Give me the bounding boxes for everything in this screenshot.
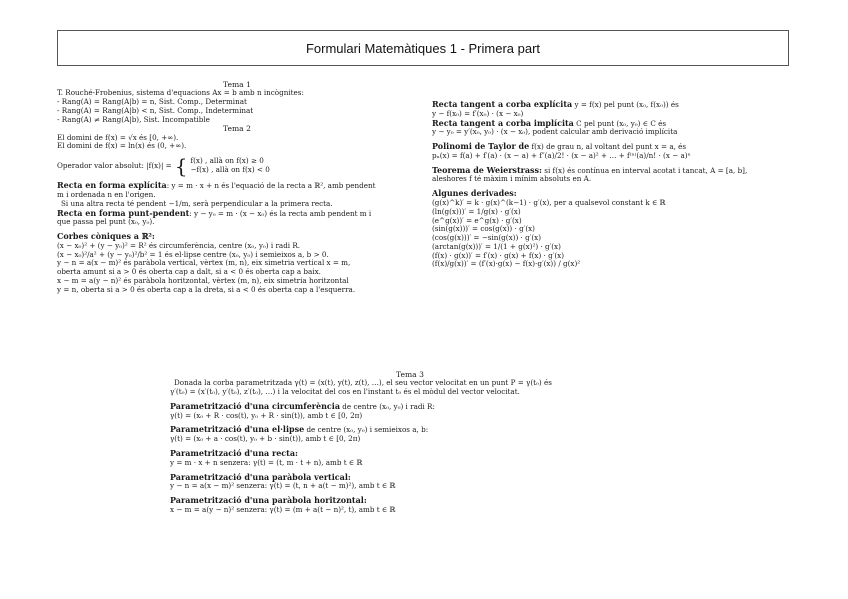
tangent-explicit-text: y = f(x) pel punt (x₀, f(x₀)) és (572, 100, 679, 109)
tema1-line: - Rang(A) = Rang(A|b) < n, Sist. Comp., Indeterminat (57, 105, 254, 115)
tangent-implicit-formula: y − y₀ = y′(x₀, y₀) · (x − x₀), podent calcular amb derivació implícita (432, 127, 678, 137)
abs-case-negative: −f(x) , allà on f(x) < 0 (190, 165, 270, 175)
tema1-line: - Rang(A) ≠ Rang(A|b), Sist. Incompatible (57, 114, 210, 124)
tangent-explicit-formula: y − f(x₀) = f′(x₀) · (x − x₀) (432, 108, 524, 118)
tema3-intro: γ′(t₀) = (x′(t₀), y′(t₀), z′(t₀), …) i la velocitat del cos en l'instant t₀ és el mòdul del vector velocitat. (170, 387, 520, 397)
conic-horizontal-parabola-2: y = n, oberta si a > 0 és oberta cap a la dreta, si a < 0 és oberta cap a l'esquerra. (57, 284, 356, 294)
explicit-line-text: : y = m · x + n és l'equació de la recta a ℝ², amb pendent (166, 181, 376, 191)
conic-vertical-parabola-2: oberta amunt si a > 0 és oberta cap a dalt, si a < 0 és oberta cap a baix. (57, 267, 321, 277)
weierstrass-text: si f(x) és contínua en interval acotat i tancat, A = [a, b], (542, 165, 748, 175)
explicit-line-title: Recta en forma explícita (57, 180, 167, 191)
abs-value-definition (57, 154, 417, 179)
left-column (57, 80, 417, 295)
param-vparabola-title: Parametrització d'una paràbola vertical: (170, 471, 351, 482)
abs-label: Operador valor absolut: |f(x)| = (57, 160, 172, 170)
page-title: Formulari Matemàtiques 1 - Primera part (305, 40, 541, 56)
conics-title: Corbes còniques a ℝ²: (57, 231, 155, 242)
right-column (432, 100, 812, 269)
conic-vertical-parabola: y − n = a(x − m)² és paràbola vertical, vèrtex (m, n), eix simetria vertical x = m, (57, 258, 351, 268)
abs-case-positive: f(x) , allà on f(x) ≥ 0 (190, 156, 264, 166)
param-line-formula: y = m · x + n senzera: γ(t) = (t, m · t + n), amb t ∈ ℝ (170, 457, 363, 467)
title-box (57, 30, 789, 66)
tema1-heading: Tema 1 (223, 80, 251, 89)
derivative-arctan: (arctan(g(x)))′ = 1/(1 + g(x)²) · g′(x) (432, 241, 561, 251)
point-slope-title: Recta en forma punt-pendent (57, 207, 190, 218)
derivative-quotient: (f(x)/g(x))′ = (f′(x)·g(x) − f(x)·g′(x)) / g(x)² (432, 259, 581, 269)
tangent-implicit-title: Recta tangent a corba implícita (432, 117, 574, 128)
param-circle-formula: γ(t) = (x₀ + R · cos(t), y₀ + R · sin(t)), amb t ∈ [0, 2π) (170, 410, 363, 420)
param-circle-title: Parametrització d'una circumferència (170, 400, 341, 411)
tangent-explicit-title: Recta tangent a corba explícita (432, 99, 573, 109)
tema1-line: - Rang(A) = Rang(A|b) = n, Sist. Comp., Determinat (57, 97, 247, 107)
tangent-implicit-text: C pel punt (x₀, y₀) ∈ C és (573, 118, 667, 128)
param-hparabola-formula: x − m = a(y − n)² senzera: γ(t) = (m + a(t − n)², t), amb t ∈ ℝ (170, 504, 396, 514)
tema2-heading: Tema 2 (223, 124, 251, 134)
point-slope-text: : y − y₀ = m · (x − x₀) és la recta amb pendent m i (189, 208, 372, 218)
derivative-product: (f(x) · g(x))′ = f′(x) · g(x) + f(x) · g′(x) (432, 250, 565, 260)
taylor-text: f(x) de grau n, al voltant del punt x = a, és (529, 142, 687, 152)
explicit-line-text2: m i ordenada n en l'origen. (57, 189, 156, 199)
derivative-exp: (e^g(x))′ = e^g(x) · g′(x) (432, 215, 522, 225)
taylor-formula: pₙ(x) = f(a) + f′(a) · (x − a) + f″(a)/2! · (x − a)² + … + f⁽ⁿ⁾(a)/n! · (x − a)ⁿ (432, 150, 691, 160)
weierstrass-title: Teorema de Weierstrass: (432, 164, 542, 175)
tema3-heading: Tema 3 (396, 370, 424, 379)
param-hparabola-title: Parametrització d'una paràbola horitzontal: (170, 495, 367, 506)
tema3-section (170, 370, 650, 515)
derivatives-title: Algunes derivades: (432, 188, 517, 199)
param-ellipse-formula: γ(t) = (x₀ + a · cos(t), y₀ + b · sin(t)), amb t ∈ [0, 2π) (170, 434, 361, 444)
weierstrass-text2: aleshores f té màxim i mínim absoluts en A. (432, 174, 592, 184)
param-ellipse-text: de centre (x₀, y₀) i semieixos a, b: (304, 425, 429, 435)
param-line-title: Parametrització d'una recta: (170, 447, 298, 458)
taylor-title: Polinomi de Taylor de (432, 141, 530, 152)
brace-icon: { (174, 154, 188, 179)
point-slope-text2: que passa pel punt (x₀, y₀). (57, 217, 155, 227)
conic-horizontal-parabola: x − m = a(y − n)² és paràbola horitzontal, vèrtex (m, n), eix simetria horitzontal (57, 275, 349, 285)
derivative-sin: (sin(g(x)))′ = cos(g(x)) · g′(x) (432, 224, 535, 234)
param-ellipse-title: Parametrització d'una el·lipse (170, 424, 305, 435)
domain-line: El domini de f(x) = √x és [0, +∞). (57, 132, 179, 142)
derivative-log: (ln(g(x)))′ = 1/g(x) · g′(x) (432, 206, 521, 216)
domain-line: El domini de f(x) = ln(x) és (0, +∞). (57, 141, 187, 151)
derivative-power: (g(x)^k)′ = k · g(x)^(k−1) · g′(x), per a qualsevol constant k ∈ ℝ (432, 198, 666, 207)
perpendicular-line: Si una altra recta té pendent −1/m, serà perpendicular a la primera recta. (61, 198, 333, 208)
conic-circle: (x − x₀)² + (y − y₀)² = R² és circumferència, centre (x₀, y₀) i radi R. (57, 240, 301, 250)
conic-ellipse: (x − x₀)²/a² + (y − y₀)²/b² = 1 és el·lipse centre (x₀, y₀) i semieixos a, b > 0. (57, 249, 329, 259)
param-circle-text: de centre (x₀, y₀) i radi R: (340, 401, 435, 411)
tema1-line: T. Rouché-Frobenius, sistema d'equacions Ax = b amb n incògnites: (57, 88, 304, 98)
derivative-cos: (cos(g(x)))′ = −sin(g(x)) · g′(x) (432, 233, 542, 243)
tema3-intro: Donada la corba parametritzada γ(t) = (x(t), y(t), z(t), …), el seu vector velocitat en un punt P = γ(t₀) és (174, 378, 552, 388)
param-vparabola-formula: y − n = a(x − m)² senzera: γ(t) = (t, n + a(t − m)²), amb t ∈ ℝ (170, 481, 396, 491)
